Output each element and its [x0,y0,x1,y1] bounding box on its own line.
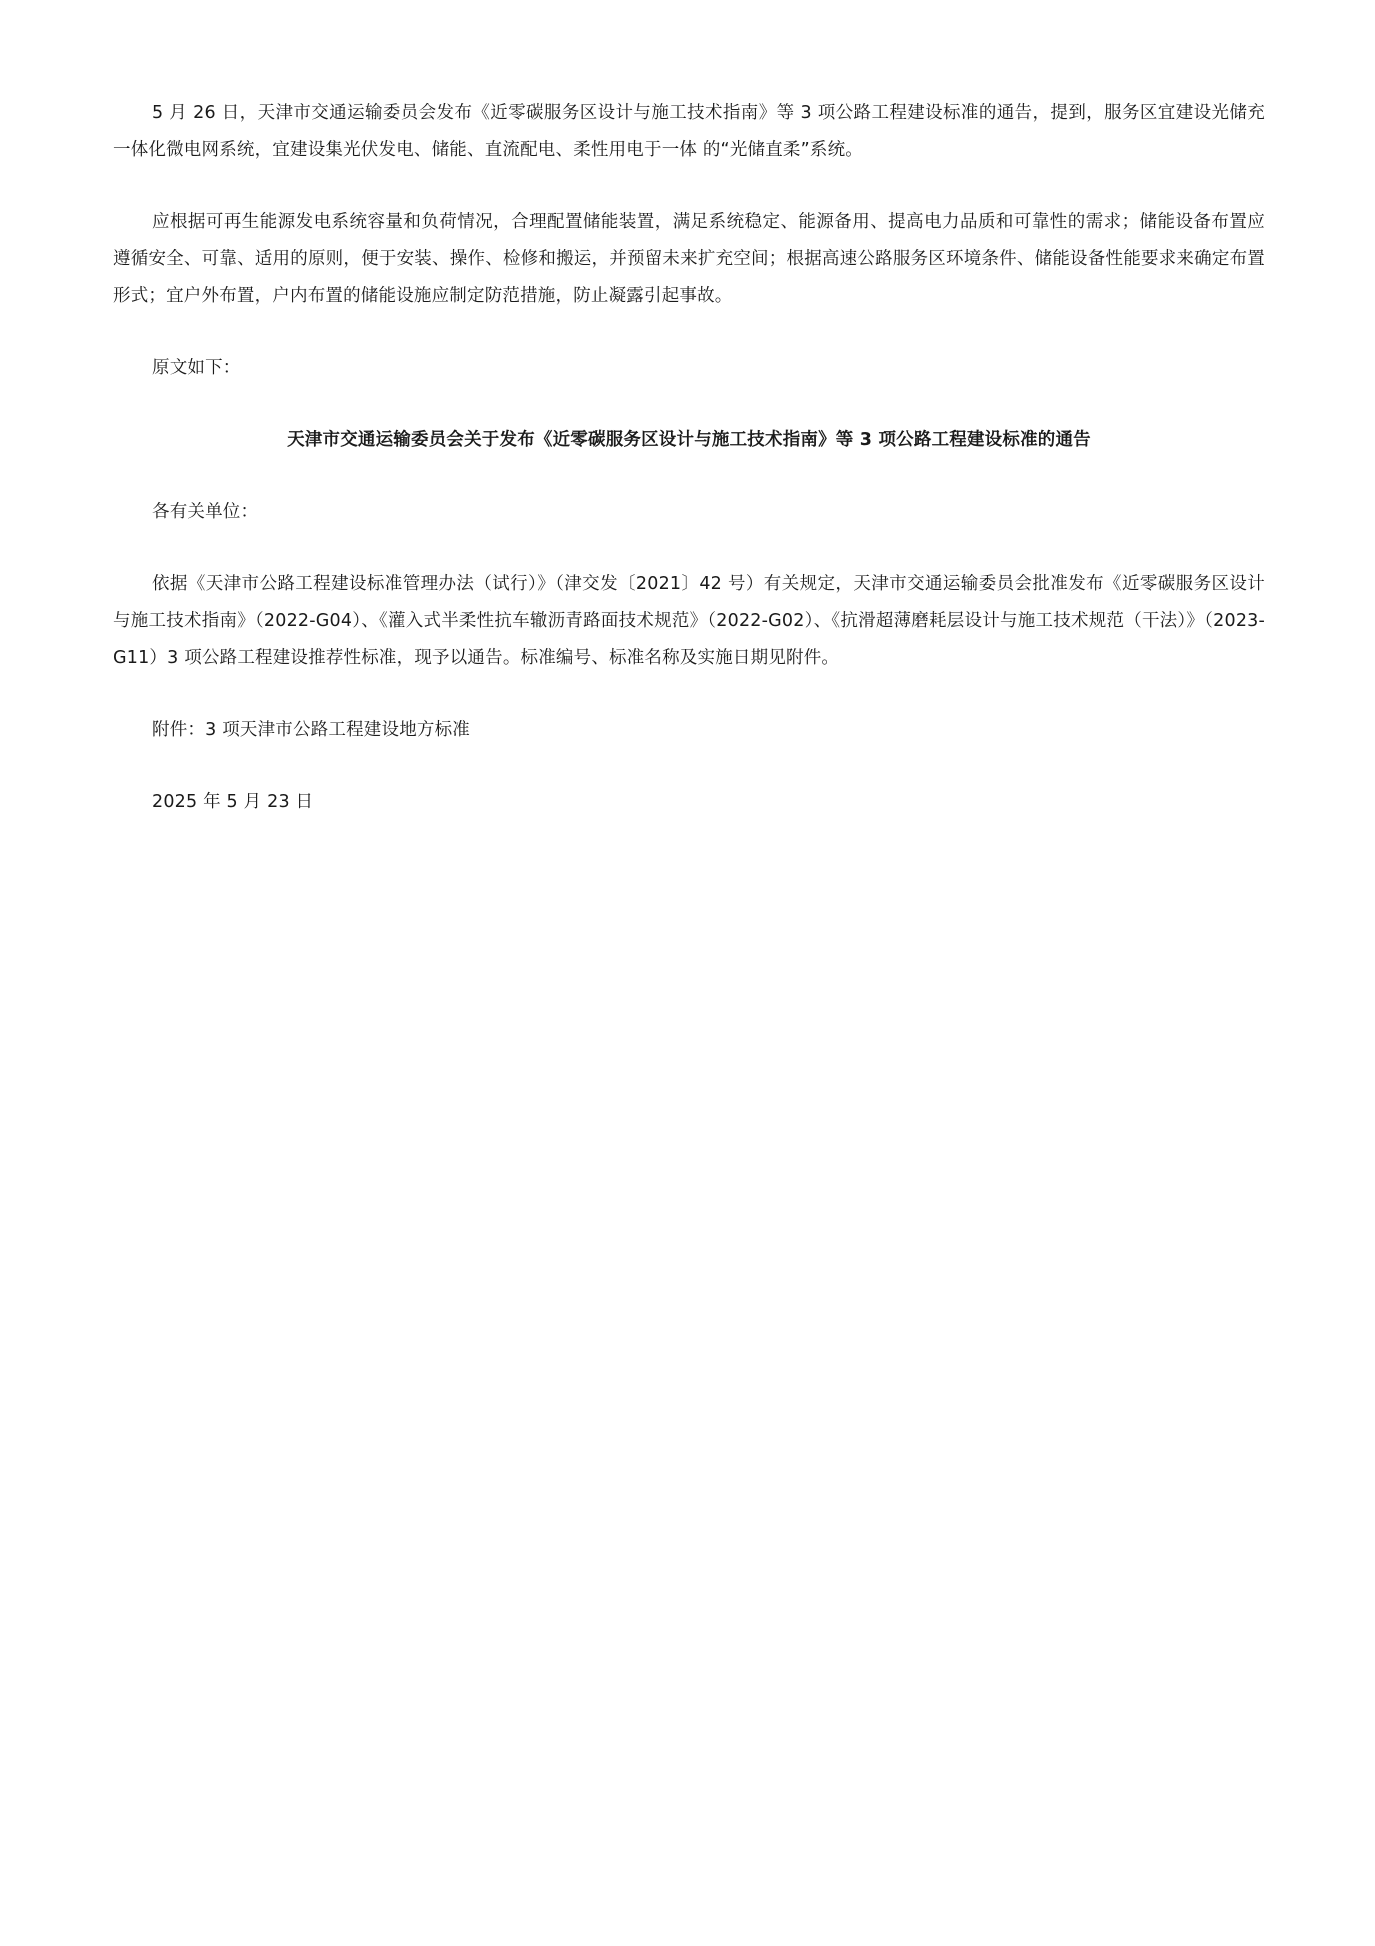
intro-paragraph: 5 月 26 日，天津市交通运输委员会发布《近零碳服务区设计与施工技术指南》等 3 项公路工程建设标准的通告，提到，服务区宜建设光储充一体化微电网系统，宜建设集光伏发电、储能、直流配电、柔性用电于一体 的“光储直柔”系统。 [113,103,1265,160]
attachment-line: 附件：3 项天津市公路工程建设地方标准 [152,720,470,740]
notice-body-paragraph: 依据《天津市公路工程建设标准管理办法（试行）》（津交发〔2021〕42 号）有关规定，天津市交通运输委员会批准发布《近零碳服务区设计与施工技术指南》（2022-G04）、《灌入式半柔性抗车辙沥青路面技术规范》（2022-G02）、《抗滑超薄磨耗层设计与施工技术规范（干法）》（2023-G11）3 项公路工程建设推荐性标准，现予以通告。标准编号、标准名称及实施日期见附件。 [113,574,1265,668]
storage-requirements-paragraph: 应根据可再生能源发电系统容量和负荷情况，合理配置储能装置，满足系统稳定、能源备用、提高电力品质和可靠性的需求；储能设备布置应遵循安全、可靠、适用的原则，便于安装、操作、检修和搬运，并预留未来扩充空间；根据高速公路服务区环境条件、储能设备性能要求来确定布置形式；宜户外布置，户内布置的储能设施应制定防范措施，防止凝露引起事故。 [113,212,1265,306]
notice-date: 2025 年 5 月 23 日 [152,792,314,812]
notice-title: 天津市交通运输委员会关于发布《近零碳服务区设计与施工技术指南》等 3 项公路工程建设标准的通告 [287,430,1091,450]
salutation: 各有关单位： [152,502,259,522]
document-body [113,95,1265,856]
original-text-label: 原文如下： [152,358,241,378]
